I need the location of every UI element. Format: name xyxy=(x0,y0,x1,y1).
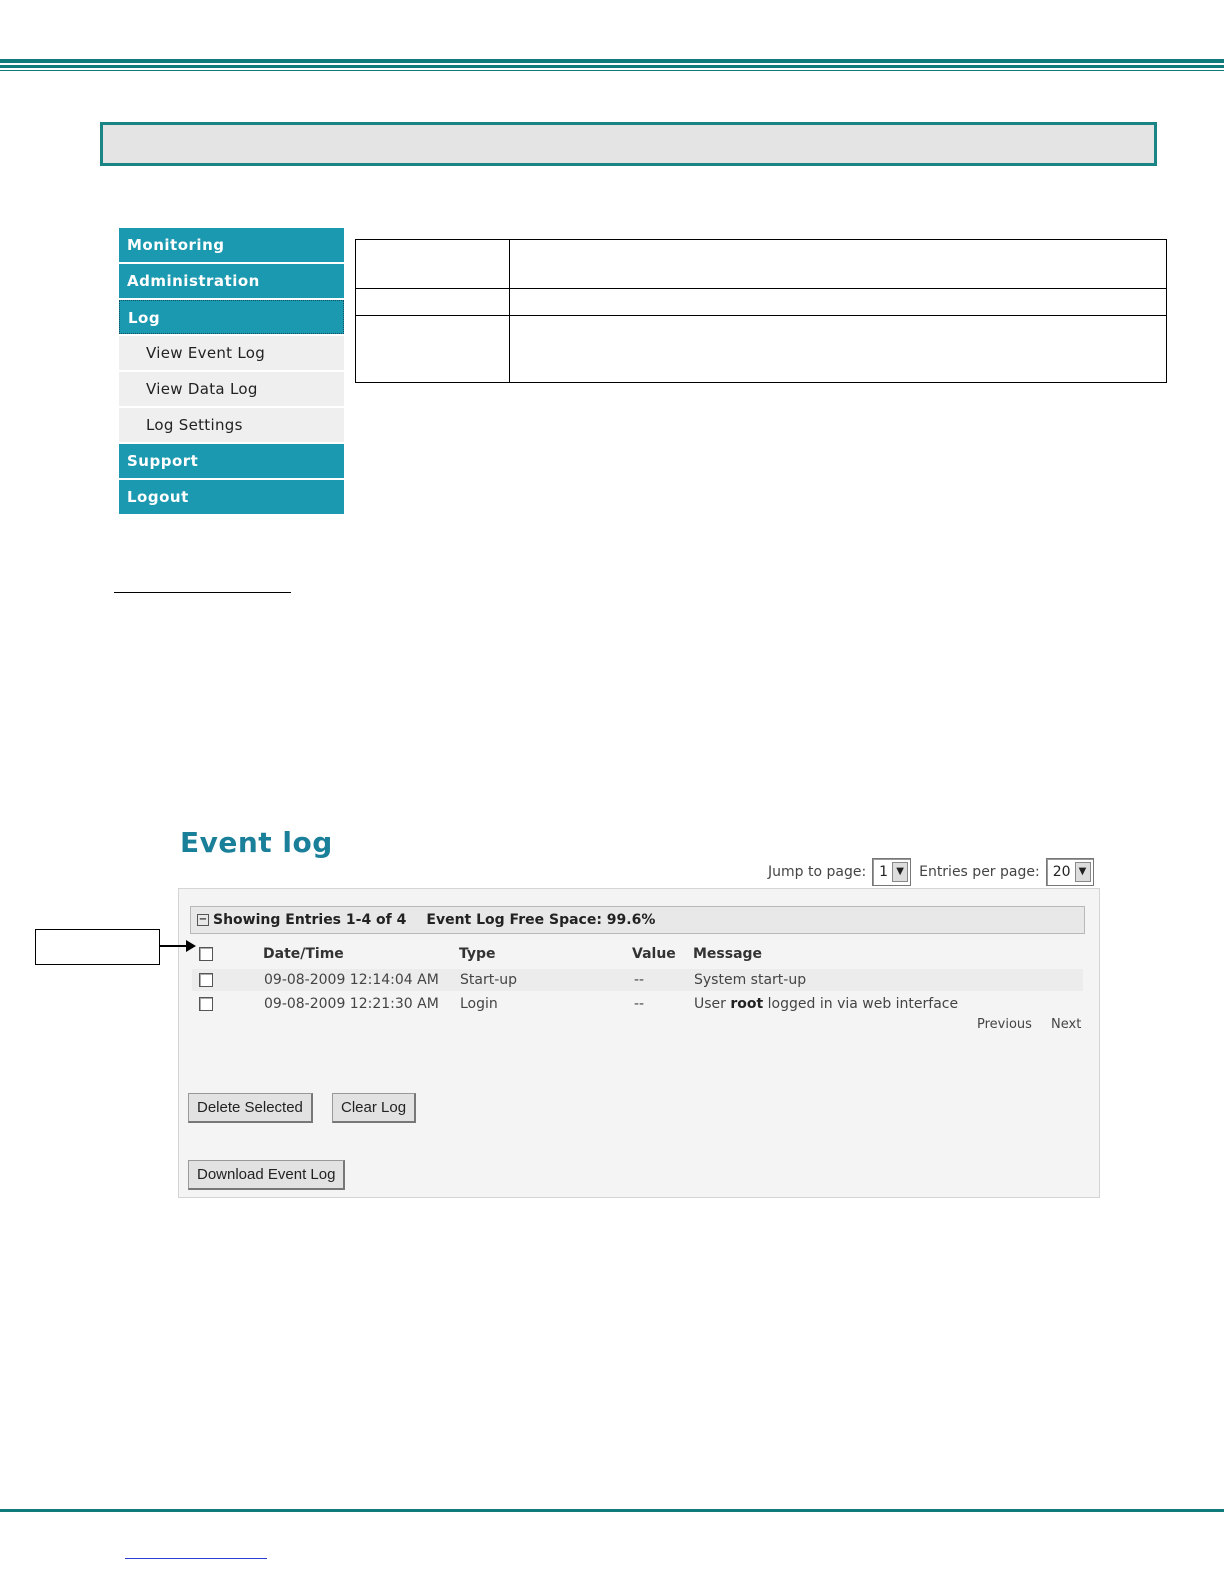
footer-rule xyxy=(0,1509,1224,1512)
event-log-panel xyxy=(178,888,1100,1198)
event-log-title: Event log xyxy=(180,826,333,859)
row-message: System start-up xyxy=(694,972,807,988)
entries-per-page-label: Entries per page: xyxy=(919,864,1040,880)
header-rule xyxy=(0,70,1224,71)
showing-entries-text: Showing Entries 1-4 of 4 xyxy=(213,912,407,928)
entries-per-page-value: 20 xyxy=(1052,864,1071,880)
row-type: Login xyxy=(460,996,498,1012)
menu-subitem-log-settings[interactable]: Log Settings xyxy=(119,408,344,442)
previous-link[interactable]: Previous xyxy=(977,1017,1032,1032)
download-event-log-button[interactable]: Download Event Log xyxy=(188,1160,345,1190)
delete-selected-button[interactable]: Delete Selected xyxy=(188,1093,313,1123)
row-message: User root logged in via web interface xyxy=(694,996,959,1012)
row-datetime: 09-08-2009 12:14:04 AM xyxy=(264,972,439,988)
menu-item-administration[interactable]: Administration xyxy=(119,264,344,298)
free-space-text: Event Log Free Space: 99.6% xyxy=(426,912,656,928)
dropdown-arrow-icon: ▼ xyxy=(1075,862,1091,882)
clear-log-button[interactable]: Clear Log xyxy=(332,1093,416,1123)
menu-item-logout[interactable]: Logout xyxy=(119,480,344,514)
event-log-header xyxy=(190,906,1085,934)
collapse-icon[interactable]: − xyxy=(198,914,208,925)
menu-item-log[interactable]: Log xyxy=(119,300,344,334)
jump-to-page-label: Jump to page: xyxy=(768,864,867,880)
heading-underline xyxy=(114,592,291,593)
footer-link-underline xyxy=(125,1558,267,1559)
column-header-message: Message xyxy=(693,946,763,962)
menu-item-monitoring[interactable]: Monitoring xyxy=(119,228,344,262)
row-checkbox[interactable] xyxy=(199,997,213,1011)
menu-item-support[interactable]: Support xyxy=(119,444,344,478)
row-value: -- xyxy=(634,996,645,1012)
next-link[interactable]: Next xyxy=(1051,1017,1082,1032)
column-header-type: Type xyxy=(459,946,496,962)
row-checkbox[interactable] xyxy=(199,973,213,987)
jump-to-page-select[interactable] xyxy=(872,858,911,886)
select-all-checkbox[interactable] xyxy=(199,947,213,961)
row-value: -- xyxy=(634,972,645,988)
callout-arrow-head-icon xyxy=(186,940,196,952)
sidebar-menu xyxy=(119,228,344,516)
header-rule xyxy=(0,59,1224,63)
column-header-datetime: Date/Time xyxy=(263,946,344,962)
paging-controls xyxy=(768,858,1102,886)
entries-per-page-select[interactable] xyxy=(1046,858,1094,886)
row-type: Start-up xyxy=(460,972,518,988)
header-rule xyxy=(0,65,1224,68)
row-datetime: 09-08-2009 12:21:30 AM xyxy=(264,996,439,1012)
section-title-box xyxy=(100,122,1157,166)
callout-box xyxy=(35,929,160,965)
menu-subitem-view-event-log[interactable]: View Event Log xyxy=(119,336,344,370)
menu-subitem-view-data-log[interactable]: View Data Log xyxy=(119,372,344,406)
column-header-value: Value xyxy=(632,946,676,962)
description-table xyxy=(355,239,1167,383)
jump-to-page-value: 1 xyxy=(879,864,889,880)
dropdown-arrow-icon: ▼ xyxy=(892,862,908,882)
